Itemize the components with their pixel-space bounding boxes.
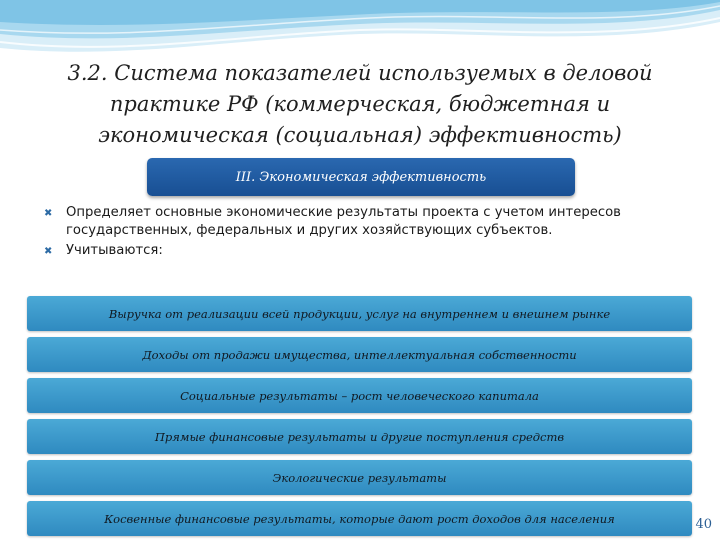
result-item: Экологические результаты xyxy=(27,460,692,495)
cross-bullet-icon: ✖ xyxy=(44,208,53,219)
bullet-text: Определяет основные экономические результаты проекта с учетом интересов государственных, федеральных и других хозяйствующих субъектов. xyxy=(66,205,621,238)
result-item: Доходы от продажи имущества, интеллектуальная собственности xyxy=(27,337,692,372)
cross-bullet-icon: ✖ xyxy=(44,246,53,257)
result-item: Косвенные финансовые результаты, которые дают рост доходов для населения xyxy=(27,501,692,536)
bullet-item xyxy=(44,242,664,260)
page-number: 40 xyxy=(695,517,712,532)
bullet-text: Учитываются: xyxy=(66,243,163,258)
slide-title: 3.2. Система показателей используемых в деловой практике РФ (коммерческая, бюджетная и экономическая (социальная) эффективность) xyxy=(67,61,653,147)
bullet-list xyxy=(44,204,664,262)
result-item: Прямые финансовые результаты и другие поступления средств xyxy=(27,419,692,454)
bullet-item xyxy=(44,204,664,240)
section-header: III. Экономическая эффективность xyxy=(147,158,575,196)
result-item: Социальные результаты – рост человеческого капитала xyxy=(27,378,692,413)
result-item: Выручка от реализации всей продукции, услуг на внутреннем и внешнем рынке xyxy=(27,296,692,331)
